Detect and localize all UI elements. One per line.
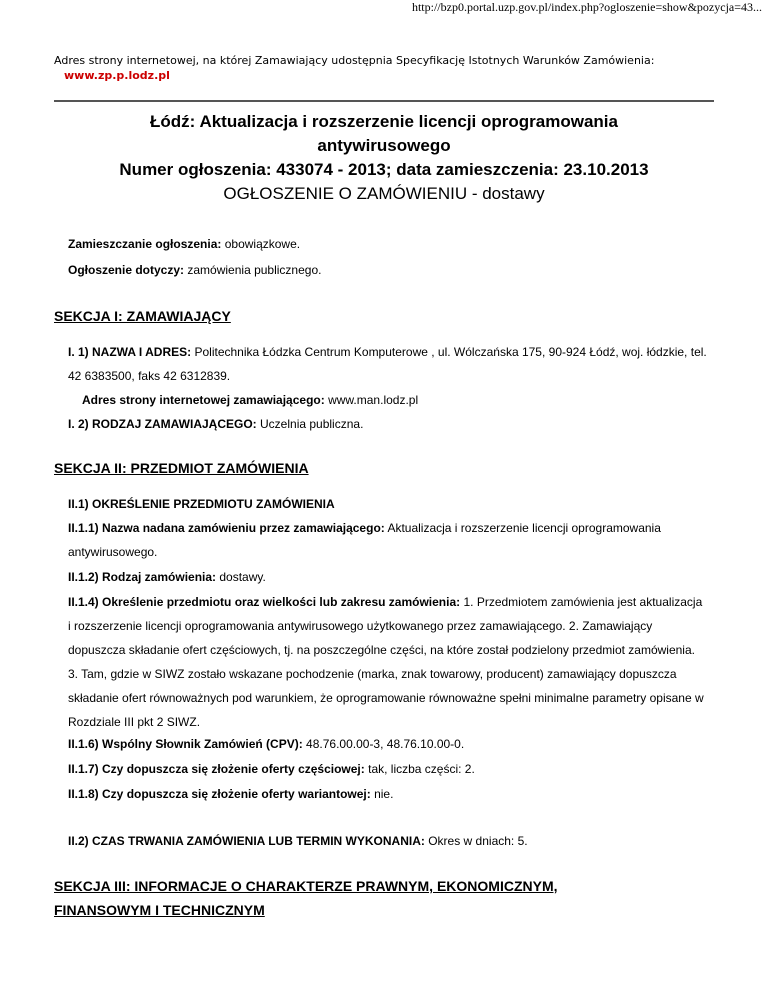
siwz-label: Adres strony internetowej, na której Zamawiający udostępnia Specyfikację Istotnych Warunków Zamówienia: — [54, 54, 655, 67]
section-3-heading — [54, 874, 714, 922]
duration-label: II.2) CZAS TRWANIA ZAMÓWIENIA LUB TERMIN WYKONANIA: — [68, 834, 425, 848]
intro-concerns — [68, 258, 708, 282]
item-name — [68, 516, 708, 564]
section-2-heading: SEKCJA II: PRZEDMIOT ZAMÓWIENIA — [54, 460, 309, 476]
siwz-info — [54, 53, 714, 83]
page-url: http://bzp0.portal.uzp.gov.pl/index.php?ogloszenie=show&pozycja=43... — [411, 0, 762, 14]
item-value: tak, liczba części: 2. — [368, 762, 475, 776]
section-1-name-address — [68, 340, 708, 388]
website-label: Adres strony internetowej zamawiającego: — [82, 393, 325, 407]
duration — [68, 829, 708, 853]
name-address-label: I. 1) NAZWA I ADRES: — [68, 345, 192, 359]
intro-label: Zamieszczanie ogłoszenia: — [68, 237, 222, 251]
item-value: 1. Przedmiotem zamówienia jest aktualizacja i rozszerzenie licencji oprogramowania antywirusowego użytkowanego przez zamawiającego. 2. Zamawiający dopuszcza składanie ofert częściowych, tj. na poszczególne części, na które został podzielony przedmiot zamówienia. 3. Tam, gdzie w SIWZ zostało wskazane pochodzenie (marka, znak towarowy, producent) zamawiający dopuszcza składanie ofert równoważnych pod warunkiem, że oprogramowanie równoważne spełni minimalne parametry opisane w Rozdziale III pkt 2 SIWZ. — [68, 595, 704, 729]
item-value: 48.76.00.00-3, 48.76.10.00-0. — [306, 737, 465, 751]
item-value: nie. — [374, 787, 394, 801]
divider — [54, 100, 714, 102]
item-cpv — [68, 732, 708, 756]
item-label: II.1.2) Rodzaj zamówienia: — [68, 570, 217, 584]
item-label: II.1.1) Nazwa nadana zamówieniu przez zamawiającego: — [68, 521, 385, 535]
item-variant-offer — [68, 782, 708, 806]
duration-value: Okres w dniach: 5. — [428, 834, 528, 848]
section-2-subheading — [68, 492, 708, 516]
notice-number-line: Numer ogłoszenia: 433074 - 2013; data zamieszczenia: 23.10.2013 — [119, 160, 649, 179]
item-type — [68, 565, 708, 589]
title-line-1: Łódź: Aktualizacja i rozszerzenie licencji oprogramowania — [150, 112, 618, 131]
siwz-link[interactable]: www.zp.p.lodz.pl — [64, 69, 170, 82]
intro-label: Ogłoszenie dotyczy: — [68, 263, 185, 277]
section-1-heading: SEKCJA I: ZAMAWIAJĄCY — [54, 308, 231, 324]
item-label: II.1.7) Czy dopuszcza się złożenie oferty częściowej: — [68, 762, 365, 776]
notice-type: OGŁOSZENIE O ZAMÓWIENIU - dostawy — [223, 184, 545, 203]
title-line-2: antywirusowego — [317, 136, 451, 155]
section-3-heading-line-1: SEKCJA III: INFORMACJE O CHARAKTERZE PRAWNYM, EKONOMICZNYM, — [54, 878, 558, 894]
section-3-heading-line-2: FINANSOWYM I TECHNICZNYM — [54, 902, 265, 918]
name-address-value: Politechnika Łódzka Centrum Komputerowe , ul. Wólczańska 175, 90-924 Łódź, woj. łódzkie, tel. 42 6383500, faks 42 6312839. — [68, 345, 707, 383]
section-1-type — [68, 412, 708, 436]
notice-title — [54, 110, 714, 206]
section-1-website — [68, 388, 722, 412]
type-label: I. 2) RODZAJ ZAMAWIAJĄCEGO: — [68, 417, 257, 431]
item-value: dostawy. — [219, 570, 266, 584]
item-value: Aktualizacja i rozszerzenie licencji oprogramowania antywirusowego. — [68, 521, 661, 559]
website-value: www.man.lodz.pl — [328, 393, 419, 407]
item-partial-offer — [68, 757, 708, 781]
item-label: II.1.8) Czy dopuszcza się złożenie oferty wariantowej: — [68, 787, 371, 801]
item-label: II.1.4) Określenie przedmiotu oraz wielkości lub zakresu zamówienia: — [68, 595, 461, 609]
intro-value: obowiązkowe. — [224, 237, 301, 251]
item-label: II.1.6) Wspólny Słownik Zamówień (CPV): — [68, 737, 303, 751]
subheading-label: II.1) OKREŚLENIE PRZEDMIOTU ZAMÓWIENIA — [68, 497, 335, 511]
intro-value: zamówienia publicznego. — [187, 263, 322, 277]
item-scope — [68, 590, 708, 734]
intro-mandatory — [68, 232, 708, 256]
type-value: Uczelnia publiczna. — [260, 417, 364, 431]
